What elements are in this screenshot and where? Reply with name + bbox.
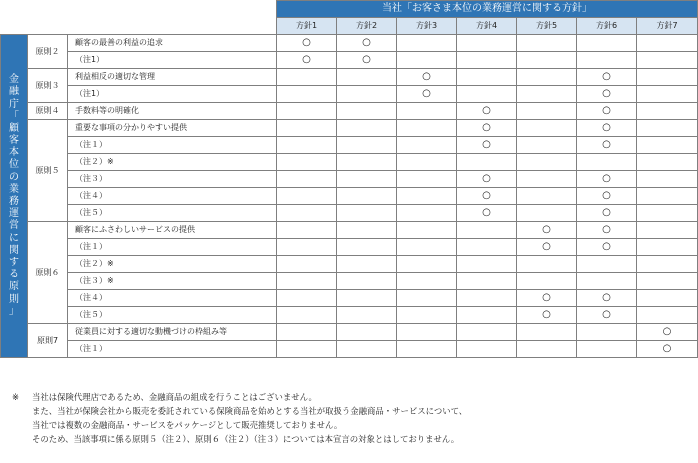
table-row xyxy=(1,171,698,188)
mark-cell xyxy=(637,188,698,205)
item-label: 顧客の最善の利益の追求 xyxy=(68,35,277,52)
mark-cell xyxy=(517,171,577,188)
circle-mark: ○ xyxy=(577,188,637,205)
mark-cell xyxy=(517,86,577,103)
mark-cell xyxy=(277,86,337,103)
circle-mark: ○ xyxy=(277,35,337,52)
mark-cell xyxy=(637,307,698,324)
mark-cell xyxy=(637,222,698,239)
mark-cell xyxy=(277,69,337,86)
mark-cell xyxy=(277,239,337,256)
mark-cell xyxy=(577,341,637,358)
mark-cell xyxy=(397,205,457,222)
mark-cell xyxy=(397,256,457,273)
mark-cell xyxy=(517,154,577,171)
mark-cell xyxy=(397,120,457,137)
circle-mark: ○ xyxy=(517,222,577,239)
mark-cell xyxy=(397,273,457,290)
principle-label: 原則２ xyxy=(28,35,68,69)
footnote-line: 当社では複数の金融商品・サービスをパッケージとして販売推奨しておりません。 xyxy=(32,420,343,430)
item-label: 利益相反の適切な管理 xyxy=(68,69,277,86)
circle-mark: ○ xyxy=(337,52,397,69)
principle-label: 原則６ xyxy=(28,222,68,324)
table-row xyxy=(1,154,698,171)
mark-cell xyxy=(277,171,337,188)
item-label: （注２）※ xyxy=(68,256,277,273)
mark-cell xyxy=(637,154,698,171)
mark-cell xyxy=(577,256,637,273)
mark-cell xyxy=(337,341,397,358)
mark-cell xyxy=(517,69,577,86)
item-label: （注1） xyxy=(68,52,277,69)
circle-mark: ○ xyxy=(337,35,397,52)
mark-cell xyxy=(577,52,637,69)
mark-cell xyxy=(277,222,337,239)
circle-mark: ○ xyxy=(577,205,637,222)
mark-cell xyxy=(637,69,698,86)
mark-cell xyxy=(337,69,397,86)
item-label: 手数料等の明確化 xyxy=(68,103,277,120)
mark-cell xyxy=(517,103,577,120)
mark-cell xyxy=(517,120,577,137)
table-row xyxy=(1,256,698,273)
circle-mark: ○ xyxy=(577,86,637,103)
mark-cell xyxy=(457,86,517,103)
mark-cell xyxy=(397,52,457,69)
mark-cell xyxy=(457,341,517,358)
policy-column-header: 方針4 xyxy=(457,18,517,35)
footnote xyxy=(12,390,467,446)
mark-cell xyxy=(637,120,698,137)
mark-cell xyxy=(517,205,577,222)
circle-mark: ○ xyxy=(457,103,517,120)
mark-cell xyxy=(277,290,337,307)
mark-cell xyxy=(517,188,577,205)
table-row xyxy=(1,120,698,137)
footnote-line: また、当社が保険会社から販売を委託されている保険商品を始めとする当社が取扱う金融商品・サービスについて、 xyxy=(32,406,468,416)
table-row xyxy=(1,324,698,341)
mark-cell xyxy=(397,35,457,52)
mark-cell xyxy=(337,86,397,103)
mark-cell xyxy=(397,290,457,307)
circle-mark: ○ xyxy=(457,137,517,154)
circle-mark: ○ xyxy=(577,171,637,188)
mark-cell xyxy=(457,256,517,273)
mark-cell xyxy=(337,222,397,239)
mark-cell xyxy=(337,171,397,188)
circle-mark: ○ xyxy=(457,171,517,188)
circle-mark: ○ xyxy=(517,307,577,324)
mark-cell xyxy=(277,103,337,120)
circle-mark: ○ xyxy=(577,69,637,86)
item-label: （注１） xyxy=(68,341,277,358)
circle-mark: ○ xyxy=(517,290,577,307)
mark-cell xyxy=(517,324,577,341)
item-label: （注４） xyxy=(68,290,277,307)
item-label: （注５） xyxy=(68,205,277,222)
mark-cell xyxy=(457,324,517,341)
mark-cell xyxy=(397,137,457,154)
table-row xyxy=(1,341,698,358)
mark-cell xyxy=(337,205,397,222)
circle-mark: ○ xyxy=(457,205,517,222)
mark-cell xyxy=(397,324,457,341)
mark-cell xyxy=(637,52,698,69)
mark-cell xyxy=(637,86,698,103)
mark-cell xyxy=(397,307,457,324)
table-row xyxy=(1,69,698,86)
mark-cell xyxy=(637,256,698,273)
mark-cell xyxy=(277,341,337,358)
mark-cell xyxy=(517,341,577,358)
mark-cell xyxy=(337,256,397,273)
mark-cell xyxy=(397,222,457,239)
mark-cell xyxy=(337,324,397,341)
mark-cell xyxy=(457,290,517,307)
principle-label: 原則３ xyxy=(28,69,68,103)
header-blank-left xyxy=(1,18,68,35)
mark-cell xyxy=(457,273,517,290)
mark-cell xyxy=(277,188,337,205)
item-label: （注３） xyxy=(68,171,277,188)
mark-cell xyxy=(637,103,698,120)
table-row xyxy=(1,290,698,307)
item-label: 従業員に対する適切な動機づけの枠組み等 xyxy=(68,324,277,341)
mark-cell xyxy=(337,154,397,171)
table-row xyxy=(1,205,698,222)
side-label: 金 融 庁 「 顧 客 本 位 の 業 務 運 営 に 関 す る 原 則 」 xyxy=(1,35,28,358)
footnote-mark: ※ xyxy=(12,392,20,402)
mark-cell xyxy=(637,273,698,290)
mark-cell xyxy=(397,103,457,120)
mark-cell xyxy=(457,307,517,324)
mark-cell xyxy=(277,205,337,222)
mark-cell xyxy=(397,341,457,358)
circle-mark: ○ xyxy=(457,188,517,205)
mark-cell xyxy=(397,154,457,171)
item-label: 顧客にふさわしいサービスの提供 xyxy=(68,222,277,239)
circle-mark: ○ xyxy=(577,103,637,120)
mark-cell xyxy=(337,137,397,154)
header-blank xyxy=(1,1,277,18)
mark-cell xyxy=(397,239,457,256)
policy-header: 当社「お客さま本位の業務運営に関する方針」 xyxy=(277,1,698,18)
policy-column-header: 方針6 xyxy=(577,18,637,35)
circle-mark: ○ xyxy=(577,222,637,239)
mark-cell xyxy=(517,35,577,52)
mark-cell xyxy=(637,35,698,52)
header-blank-item xyxy=(68,18,277,35)
policy-column-header: 方針2 xyxy=(337,18,397,35)
mark-cell xyxy=(277,137,337,154)
table-row xyxy=(1,273,698,290)
mark-cell xyxy=(277,154,337,171)
item-label: （注１） xyxy=(68,239,277,256)
mark-cell xyxy=(277,324,337,341)
mark-cell xyxy=(577,324,637,341)
circle-mark: ○ xyxy=(637,324,698,341)
circle-mark: ○ xyxy=(397,86,457,103)
mark-cell xyxy=(577,154,637,171)
item-label: （注３）※ xyxy=(68,273,277,290)
circle-mark: ○ xyxy=(577,137,637,154)
item-label: （注５） xyxy=(68,307,277,324)
mark-cell xyxy=(457,222,517,239)
circle-mark: ○ xyxy=(517,239,577,256)
footnote-line: 当社は保険代理店であるため、金融商品の組成を行うことはございません。 xyxy=(32,392,317,402)
circle-mark: ○ xyxy=(457,120,517,137)
mark-cell xyxy=(397,171,457,188)
mark-cell xyxy=(637,290,698,307)
circle-mark: ○ xyxy=(577,307,637,324)
mark-cell xyxy=(457,69,517,86)
mark-cell xyxy=(577,273,637,290)
mark-cell xyxy=(457,154,517,171)
mark-cell xyxy=(397,188,457,205)
mark-cell xyxy=(517,273,577,290)
item-label: （注1） xyxy=(68,86,277,103)
mark-cell xyxy=(277,256,337,273)
circle-mark: ○ xyxy=(277,52,337,69)
table-row xyxy=(1,188,698,205)
circle-mark: ○ xyxy=(637,341,698,358)
principle-label: 原則7 xyxy=(28,324,68,358)
footnote-line: そのため、当該事項に係る原則５（注２）、原則６（注２）（注３）については本宣言の対象とはしておりません。 xyxy=(32,434,460,444)
mark-cell xyxy=(637,171,698,188)
item-label: （注４） xyxy=(68,188,277,205)
mark-cell xyxy=(277,273,337,290)
mark-cell xyxy=(517,52,577,69)
mark-cell xyxy=(337,239,397,256)
mark-cell xyxy=(517,137,577,154)
mark-cell xyxy=(517,256,577,273)
mark-cell xyxy=(637,205,698,222)
circle-mark: ○ xyxy=(577,290,637,307)
policy-column-header: 方針7 xyxy=(637,18,698,35)
table-row xyxy=(1,307,698,324)
table-row xyxy=(1,35,698,52)
policy-column-header: 方針5 xyxy=(517,18,577,35)
item-label: （注１） xyxy=(68,137,277,154)
mark-cell xyxy=(637,137,698,154)
table-row xyxy=(1,103,698,120)
principle-label: 原則５ xyxy=(28,120,68,222)
item-label: 重要な事項の分かりやすい提供 xyxy=(68,120,277,137)
table-row xyxy=(1,222,698,239)
mark-cell xyxy=(337,307,397,324)
item-label: （注２）※ xyxy=(68,154,277,171)
mark-cell xyxy=(337,120,397,137)
mark-cell xyxy=(457,35,517,52)
circle-mark: ○ xyxy=(577,120,637,137)
mark-cell xyxy=(457,52,517,69)
mark-cell xyxy=(277,307,337,324)
circle-mark: ○ xyxy=(577,239,637,256)
mark-cell xyxy=(277,120,337,137)
mark-cell xyxy=(337,188,397,205)
mark-cell xyxy=(337,103,397,120)
table-row xyxy=(1,52,698,69)
mark-cell xyxy=(337,290,397,307)
table-row xyxy=(1,137,698,154)
mark-cell xyxy=(457,239,517,256)
table-row xyxy=(1,239,698,256)
principle-label: 原則４ xyxy=(28,103,68,120)
circle-mark: ○ xyxy=(397,69,457,86)
mark-cell xyxy=(577,35,637,52)
mark-cell xyxy=(337,273,397,290)
table-row xyxy=(1,86,698,103)
policy-column-header: 方針1 xyxy=(277,18,337,35)
mark-cell xyxy=(637,239,698,256)
policy-column-header: 方針3 xyxy=(397,18,457,35)
